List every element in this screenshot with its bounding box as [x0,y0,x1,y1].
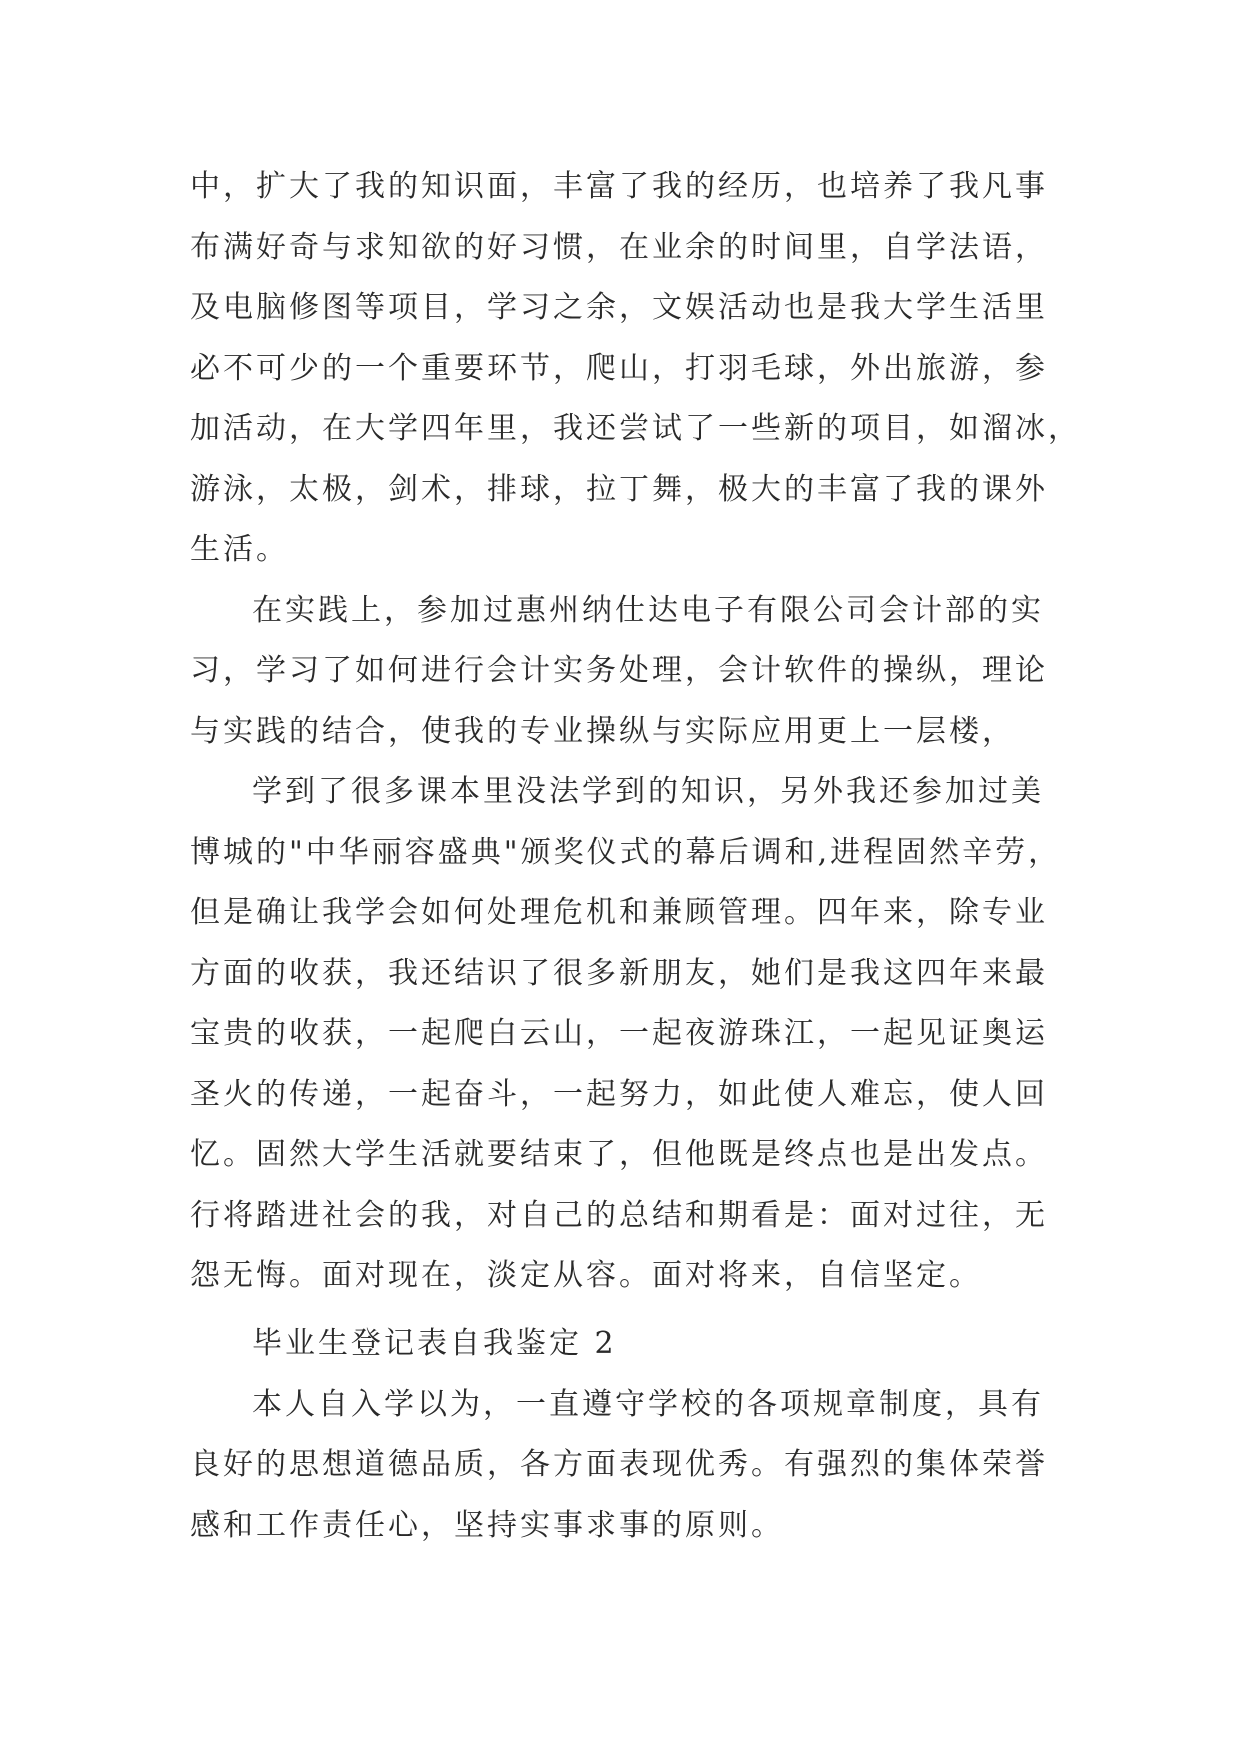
text-line: 生活。 [190,532,289,567]
text-line: 与实践的结合，使我的专业操纵与实际应用更上一层楼， [190,713,1015,749]
text-line: 但是确让我学会如何处理危机和兼顾管理。四年来，除专业 [190,895,1048,930]
text-line: 圣火的传递，一起奋斗，一起努力，如此使人难忘，使人回 [190,1076,1048,1112]
text-line: 游泳，太极，剑术，排球，拉丁舞，极大的丰富了我的课外 [190,471,1048,507]
text-line: 行将踏进社会的我，对自己的总结和期看是：面对过往，无 [190,1197,1048,1233]
text-line: 博城的"中华丽容盛典"颁奖仪式的幕后调和,进程固然辛劳， [190,834,1062,870]
text-line: 中，扩大了我的知识面，丰富了我的经历，也培养了我凡事 [190,169,1048,204]
paragraph-first-line: 学到了很多课本里没法学到的知识，另外我还参加过美 [252,774,1044,809]
text-line: 加活动，在大学四年里，我还尝试了一些新的项目，如溜冰， [190,411,1081,446]
body-text-block-1 [190,157,1081,1307]
section-title: 毕业生登记表自我鉴定 2 [252,1326,617,1361]
body-text-block-2 [190,1314,1070,1556]
text-line: 良好的思想道德品质，各方面表现优秀。有强烈的集体荣誉 [190,1447,1048,1482]
text-line: 必不可少的一个重要环节，爬山，打羽毛球，外出旅游，参 [190,350,1048,386]
paragraph-first-line: 在实践上，参加过惠州纳仕达电子有限公司会计部的实 [252,592,1044,628]
text-line: 及电脑修图等项目，学习之余，文娱活动也是我大学生活里 [190,290,1048,325]
text-line: 忆。固然大学生活就要结束了，但他既是终点也是出发点。 [190,1137,1048,1172]
text-line: 感和工作责任心，坚持实事求事的原则。 [190,1507,784,1543]
text-line: 习，学习了如何进行会计实务处理，会计软件的操纵，理论 [190,653,1048,688]
text-line: 方面的收获，我还结识了很多新朋友，她们是我这四年来最 [190,955,1048,991]
text-line: 布满好奇与求知欲的好习惯，在业余的时间里，自学法语， [190,229,1048,265]
text-line: 怨无悔。面对现在，淡定从容。面对将来，自信坚定。 [190,1258,982,1293]
paragraph-first-line: 本人自入学以为，一直遵守学校的各项规章制度，具有 [252,1386,1044,1422]
text-line: 宝贵的收获，一起爬白云山，一起夜游珠江，一起见证奥运 [190,1016,1048,1051]
